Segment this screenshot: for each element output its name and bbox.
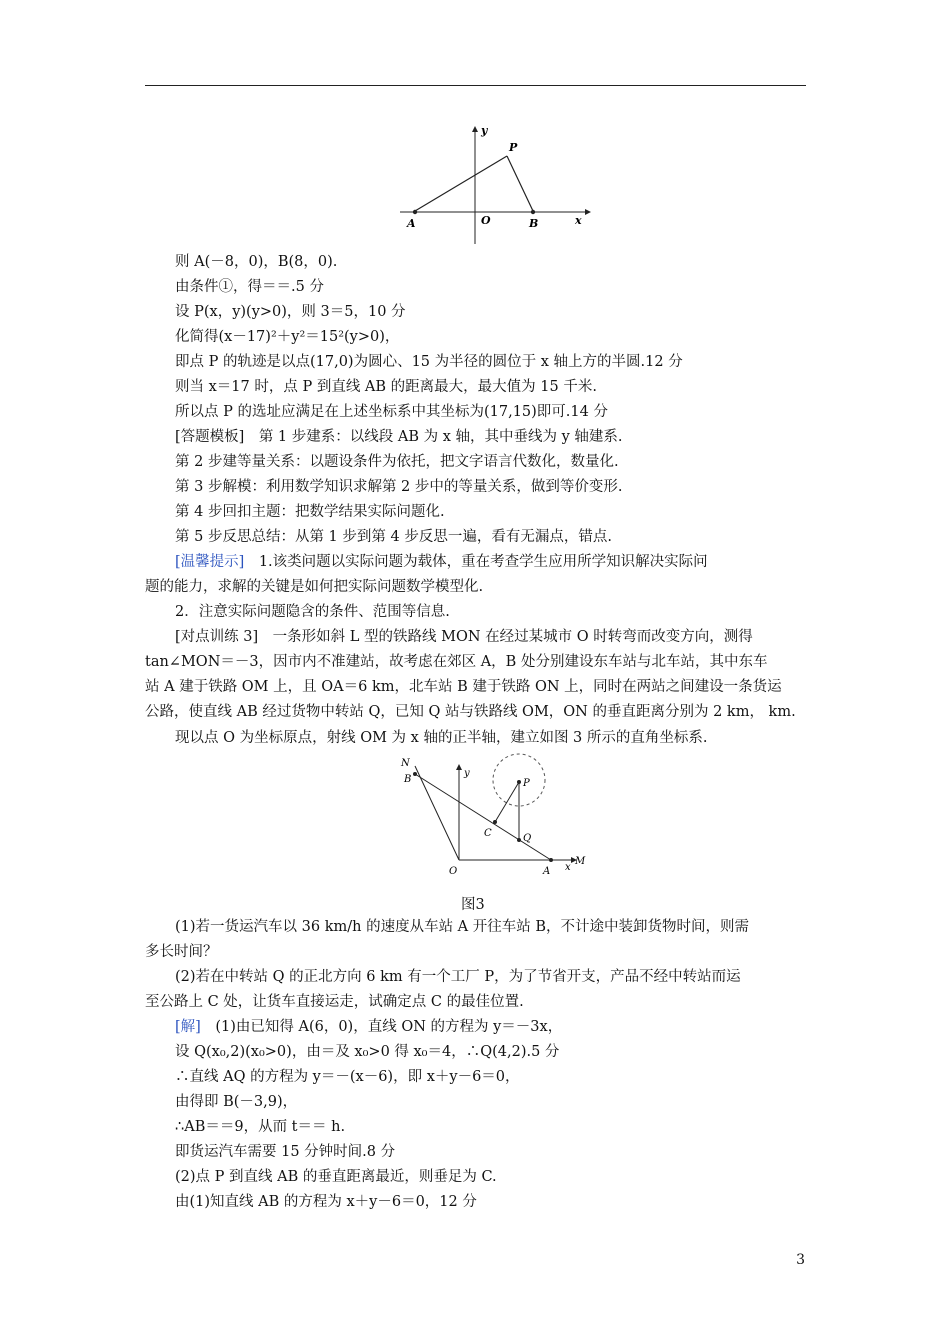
text-line: 第 5 步反思总结：从第 1 步到第 4 步反思一遍，看有无漏点，错点. bbox=[175, 529, 612, 545]
text-line: 由(1)知直线 AB 的方程为 x＋y－6＝0，12 分 bbox=[175, 1194, 477, 1210]
coordinate-figure-1 bbox=[395, 120, 595, 248]
text-line: [对点训练 3] 一条形如斜 L 型的铁路线 MON 在经过某城市 O 时转弯而改变方向，测得 bbox=[175, 629, 753, 645]
text-line: 化简得(x－17)²＋y²＝15²(y>0)， bbox=[175, 329, 400, 345]
fig1-label-p: P bbox=[509, 141, 518, 154]
text-line: 则当 x＝17 时，点 P 到直线 AB 的距离最大，最大值为 15 千米. bbox=[175, 379, 597, 395]
text-line: 由条件①，得＝＝.5 分 bbox=[175, 279, 324, 295]
fig1-label-o: O bbox=[481, 214, 491, 227]
text-line: 第 4 步回扣主题：把数学结果实际问题化. bbox=[175, 504, 445, 520]
fig3-label-n: N bbox=[401, 758, 410, 769]
fig3-label-m: M bbox=[575, 856, 586, 867]
fig1-label-a: A bbox=[407, 217, 416, 230]
solution-line bbox=[175, 1017, 562, 1037]
solution-tag: [解] bbox=[175, 1019, 201, 1035]
text-line: 站 A 建于铁路 OM 上，且 OA＝6 km，北车站 B 建于铁路 ON 上，同时在两站之间建设一条货运 bbox=[145, 679, 782, 695]
text-line: 题的能力，求解的关键是如何把实际问题数学模型化. bbox=[145, 579, 484, 595]
page-number: 3 bbox=[796, 1252, 805, 1268]
text-line: 2．注意实际问题隐含的条件、范围等信息. bbox=[175, 604, 450, 620]
fig3-label-c: C bbox=[484, 828, 492, 839]
coordinate-figure-3 bbox=[395, 752, 595, 882]
fig3-label-p: P bbox=[523, 778, 530, 789]
text-line: 设 P(x，y)(y>0)，则 3＝5，10 分 bbox=[175, 304, 406, 320]
figure-3-caption: 图3 bbox=[461, 897, 485, 913]
text-line: 即点 P 的轨迹是以点(17,0)为圆心、15 为半径的圆位于 x 轴上方的半圆.12 分 bbox=[175, 354, 683, 370]
fig3-label-a: A bbox=[543, 866, 551, 877]
text-line: 至公路上 C 处，让货车直接运走，试确定点 C 的最佳位置. bbox=[145, 994, 524, 1010]
text-line: 由得即 B(－3,9)， bbox=[175, 1094, 298, 1110]
fig3-label-y: y bbox=[464, 768, 470, 779]
fig3-label-x: x bbox=[565, 862, 571, 873]
text-line: 第 3 步解模：利用数学知识求解第 2 步中的等量关系，做到等价变形. bbox=[175, 479, 623, 495]
fig3-label-q: Q bbox=[523, 833, 532, 844]
header-rule bbox=[145, 85, 806, 86]
text-line: ∴AB＝＝9，从而 t＝＝ h. bbox=[175, 1119, 346, 1135]
text-line: 所以点 P 的选址应满足在上述坐标系中其坐标为(17,15)即可.14 分 bbox=[175, 404, 608, 420]
text-line: (1)若一货运汽车以 36 km/h 的速度从车站 A 开往车站 B，不计途中装卸货物时间，则需 bbox=[175, 919, 750, 935]
text-line: [答题模板] 第 1 步建系：以线段 AB 为 x 轴，其中垂线为 y 轴建系. bbox=[175, 429, 623, 445]
tip-text: 1.该类问题以实际问题为载体，重在考查学生应用所学知识解决实际问 bbox=[244, 554, 708, 570]
text-line: 则 A(－8，0)，B(8，0). bbox=[175, 254, 338, 270]
text-line: (2)若在中转站 Q 的正北方向 6 km 有一个工厂 P，为了节省开支，产品不经中转站而运 bbox=[175, 969, 741, 985]
text-line: (2)点 P 到直线 AB 的垂直距离最近，则垂足为 C. bbox=[175, 1169, 497, 1185]
fig1-label-b: B bbox=[529, 217, 539, 230]
text-line: ∴直线 AQ 的方程为 y＝－(x－6)，即 x＋y－6＝0， bbox=[175, 1069, 520, 1085]
tip-tag: [温馨提示] bbox=[175, 554, 245, 570]
text-line: 多长时间？ bbox=[145, 944, 218, 960]
fig3-label-b: B bbox=[404, 774, 412, 785]
text-line: tan∠MON＝－3，因市内不准建站，故考虑在郊区 A，B 处分别建设东车站与北车站，其中东车 bbox=[145, 654, 768, 670]
fig1-label-x: x bbox=[575, 214, 582, 227]
text-line: 第 2 步建等量关系：以题设条件为依托，把文字语言代数化，数量化. bbox=[175, 454, 619, 470]
text-line: 公路，使直线 AB 经过货物中转站 Q，已知 Q 站与铁路线 OM，ON 的垂直距离分别为 2 km， km. bbox=[145, 704, 796, 720]
text-line: 即货运汽车需要 15 分钟时间.8 分 bbox=[175, 1144, 396, 1160]
text-line: 设 Q(x₀,2)(x₀>0)，由＝及 x₀>0 得 x₀＝4，∴Q(4,2).5 分 bbox=[175, 1044, 560, 1060]
tip-line bbox=[175, 552, 708, 572]
fig1-label-y: y bbox=[481, 124, 488, 137]
solution-text: (1)由已知得 A(6，0)，直线 ON 的方程为 y＝－3x， bbox=[200, 1019, 563, 1035]
text-line: 现以点 O 为坐标原点，射线 OM 为 x 轴的正半轴，建立如图 3 所示的直角坐标系. bbox=[175, 730, 708, 746]
fig3-label-o: O bbox=[449, 866, 458, 877]
